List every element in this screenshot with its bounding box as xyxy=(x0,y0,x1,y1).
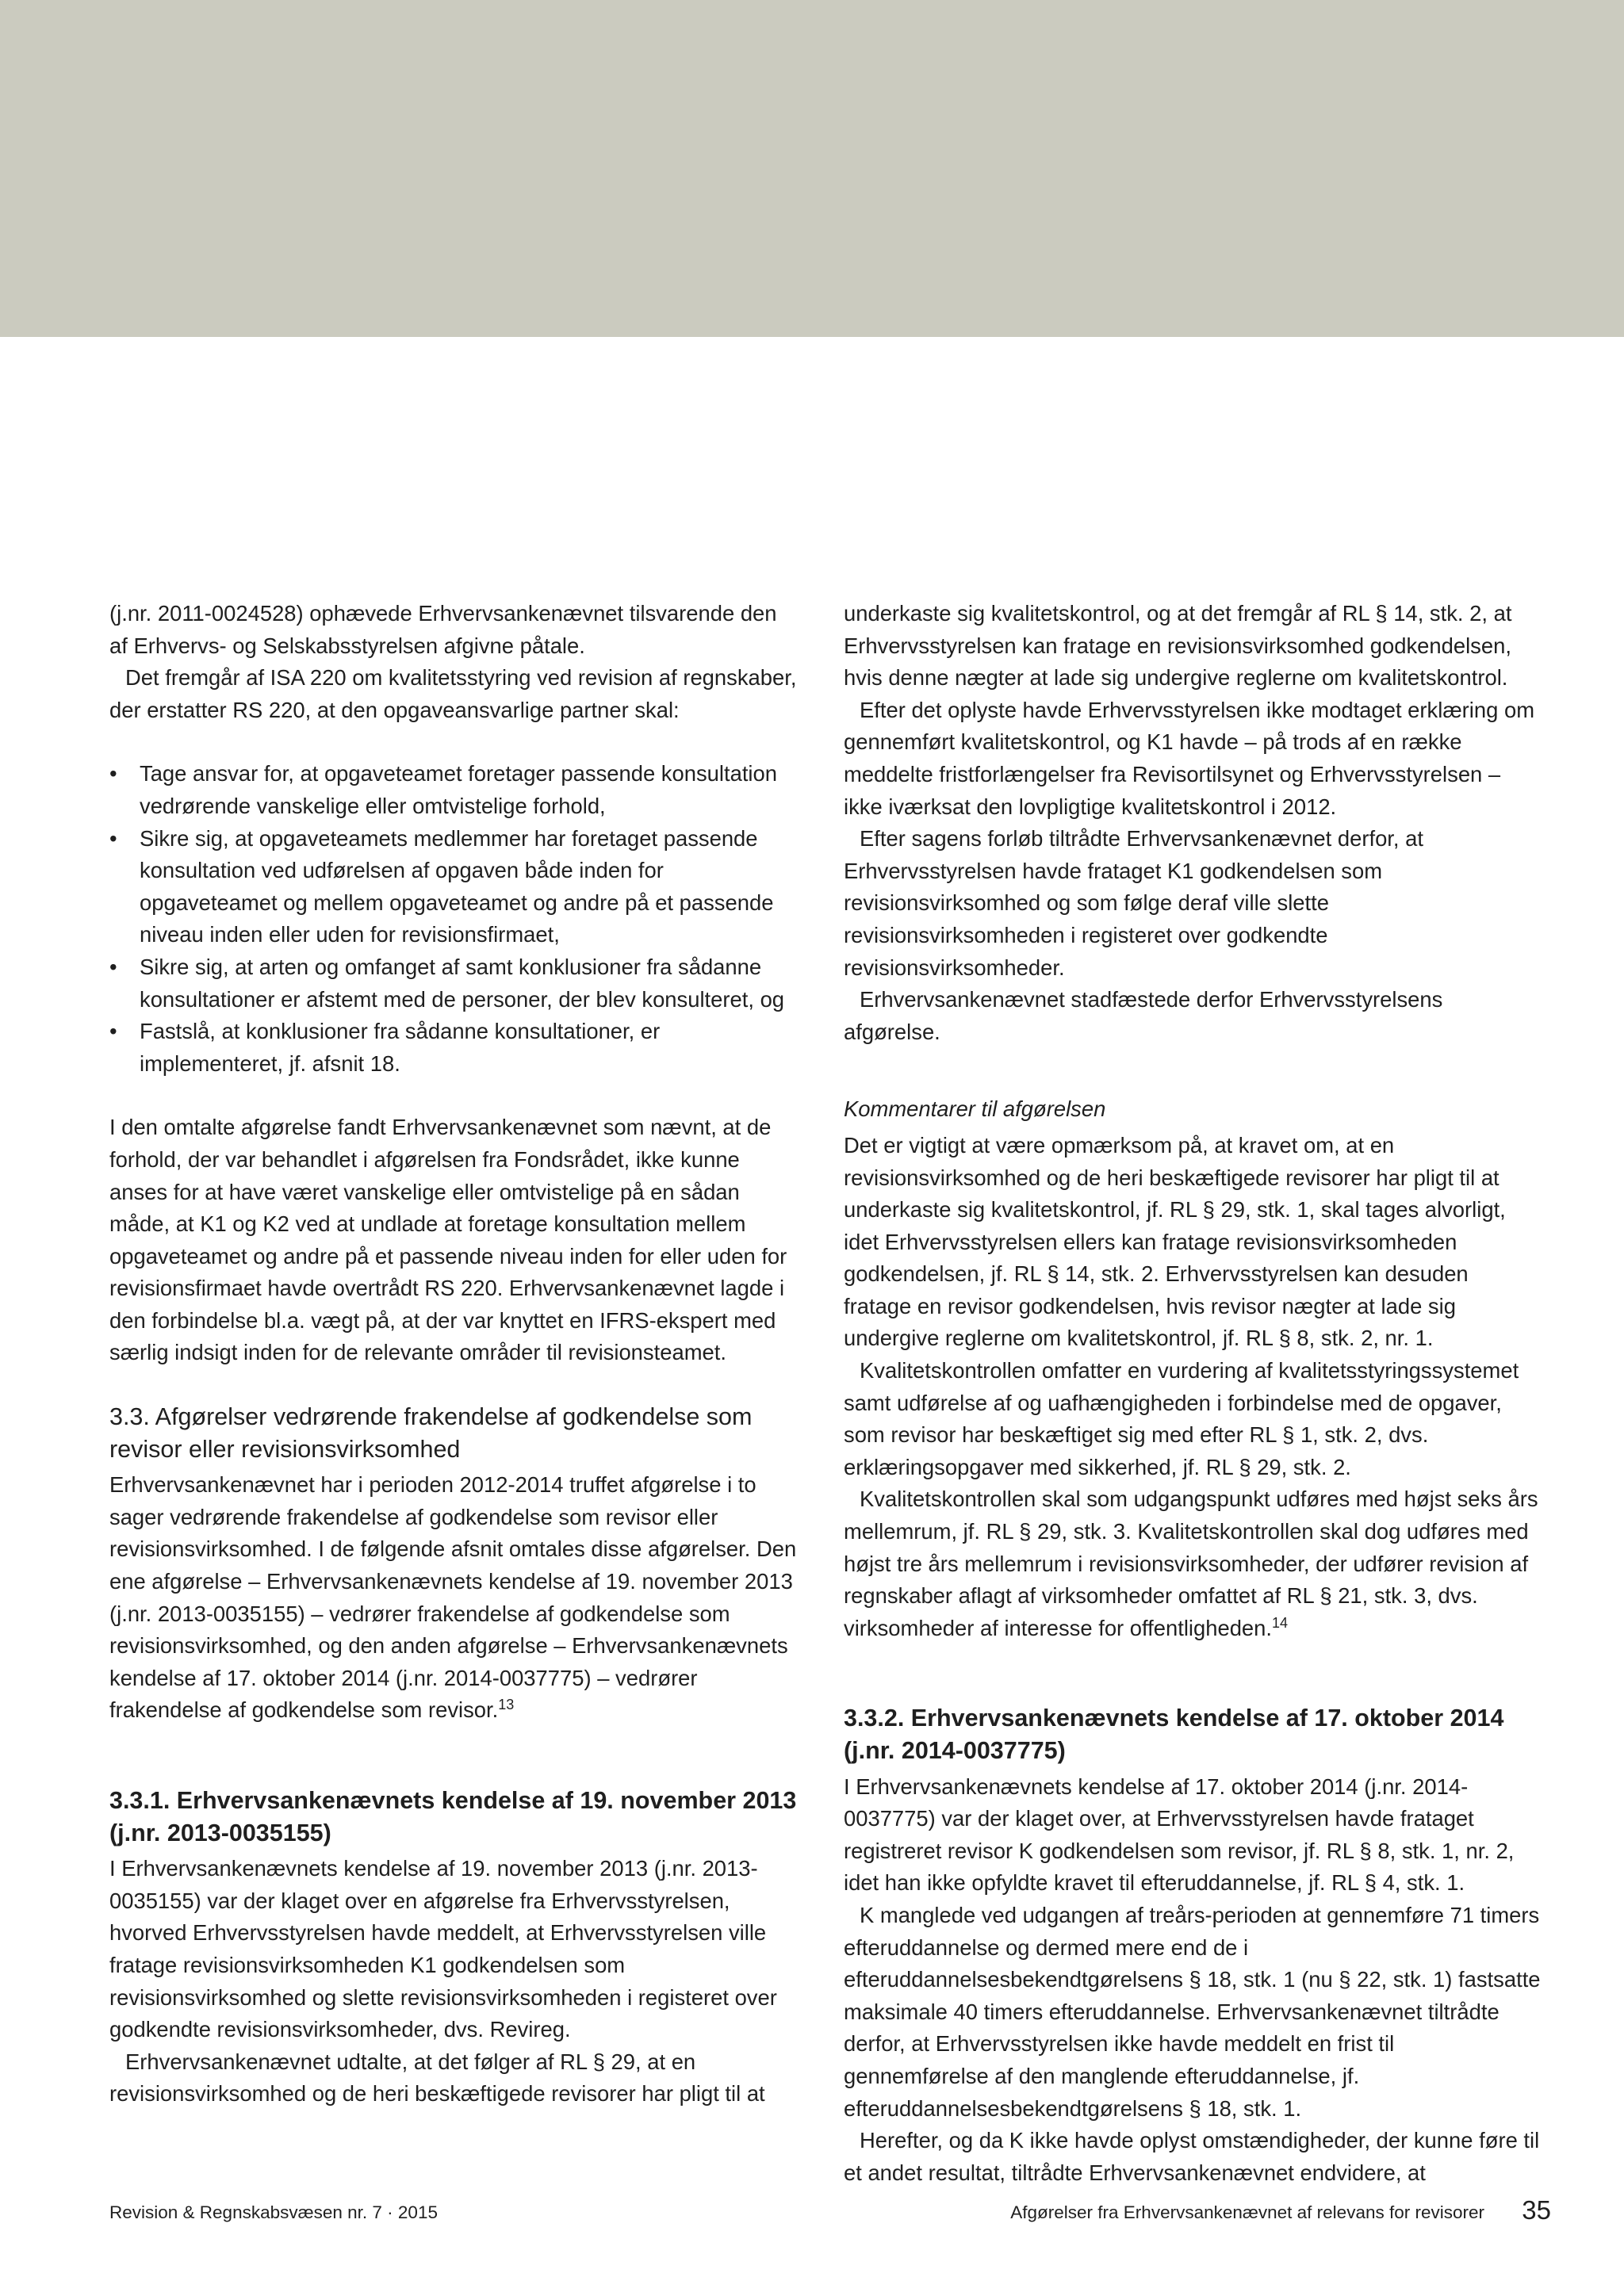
paragraph: Det er vigtigt at være opmærksom på, at kravet om, at en revisionsvirksomhed og de heri beskæftigede revisorer har pligt til at underkaste sig kvalitetskontrol, jf. RL § 29, stk. 1, skal tages alvorligt, idet Erhvervsstyrelsen ellers kan fratage revisionsvirksomheden godkendelsen, jf. RL § 14, stk. 2. Erhvervsstyrelsen kan desuden fratage en revisor godkendelsen, hvis revisor nægter at lade sig undergive reglerne om kvalitetskontrol, jf. RL § 8, stk. 2, nr. 1. xyxy=(844,1132,1506,1351)
paragraph-text: Erhvervsankenævnet har i perioden 2012-2014 truffet afgørelse i to sager vedrørende frakendelse af godkendelse som revisor eller revisionsvirksomhed. I de følgende afsnit omtales disse afgørelser. Den ene afgørelse – Erhvervsankenævnets kendelse af 19. november 2013 (j.nr. 2013-0035155) – vedrører frakendelse af godkendelse som revisionsvirksomhed, og den anden afgørelse – Erhvervsankenævnets kendelse af 17. oktober 2014 (j.nr. 2014-0037775) – vedrører frakendelse af godkendelse som revisor. xyxy=(109,1472,797,1723)
subsection-heading: 3.3.1. Erhvervsankenævnets kendelse af 19. november 2013 (j.nr. 2013-0035155) xyxy=(109,1787,797,1846)
paragraph: Efter sagens forløb tiltrådte Erhvervsankenævnet derfor, at Erhvervsstyrelsen havde frataget K1 godkendelsen som revisionsvirksomhed og som følge deraf ville slette revisionsvirksomheden i registeret over godkendte revisionsvirksomheder. xyxy=(844,826,1423,980)
section-heading: 3.3. Afgørelser vedrørende frakendelse af godkendelse som revisor eller revisionsvirksomhed xyxy=(109,1403,753,1463)
bullet-item: • Sikre sig, at opgaveteamets medlemmer har foretaget passende konsultation ved udførelsen af opgaven både inden for opgaveteamet og mellem opgaveteamet og andre på et passende niveau inden eller uden for revisionsfirmaet, xyxy=(109,823,798,951)
paragraph xyxy=(844,1483,1542,1644)
paragraph: underkaste sig kvalitetskontrol, og at det fremgår af RL § 14, stk. 2, at Erhvervsstyrelsen kan fratage en revisionsvirksomhed godkendelsen, hvis denne nægter at lade sig undergive reglerne om kvalitetskontrol. xyxy=(844,601,1512,691)
bullet-list xyxy=(109,758,798,1080)
right-column xyxy=(844,598,1542,2189)
paragraph: Herefter, og da K ikke havde oplyst omstændigheder, der kunne føre til et andet resultat, tiltrådte Erhvervsankenævnet endvidere, at xyxy=(844,2128,1540,2185)
page-number: 35 xyxy=(1522,2195,1551,2225)
paragraph: Erhvervsankenævnet udtalte, at det følger af RL § 29, at en revisionsvirksomhed og de heri beskæftigede revisorer har pligt til at xyxy=(109,2049,765,2107)
footnote-ref: 14 xyxy=(1272,1614,1289,1631)
paragraph: Efter det oplyste havde Erhvervsstyrelsen ikke modtaget erklæring om gennemført kvalitetskontrol, og K1 havde – på trods af en række meddelte fristforlængelser fra Revisortilsynet og Erhvervsstyrelsen – ikke iværksat den lovpligtige kvalitetskontrol i 2012. xyxy=(844,697,1535,819)
paragraph: K manglede ved udgangen af treårs-perioden at gennemføre 71 timers efteruddannelse og dermed mere end de i efteruddannelsesbekendtgørelsens § 18, stk. 1 (nu § 22, stk. 1) fastsatte maksimale 40 timers efteruddannelse. Erhvervsankenævnet tiltrådte derfor, at Erhvervsstyrelsen ikke havde meddelt en frist til gennemførelse af den manglende efteruddannelse, jf. efteruddannelsesbekendtgørelsens § 18, stk. 1. xyxy=(844,1902,1541,2121)
paragraph: I den omtalte afgørelse fandt Erhvervsankenævnet som nævnt, at de forhold, der var behandlet i afgørelsen fra Fondsrådet, ikke kunne anses for at have været vanskelige eller omtvistelige på en sådan måde, at K1 og K2 ved at undlade at foretage konsultation mellem opgaveteamet og andre på et passende niveau inden for eller uden for revisionsfirmaet havde overtrådt RS 220. Erhvervsankenævnet lagde i den forbindelse bl.a. vægt på, at der var knyttet en IFRS-ekspert med særlig indsigt inden for de relevante områder til revisionsteamet. xyxy=(109,1115,787,1365)
subsection-heading: 3.3.2. Erhvervsankenævnets kendelse af 17. oktober 2014 (j.nr. 2014-0037775) xyxy=(844,1705,1504,1764)
paragraph: I Erhvervsankenævnets kendelse af 19. november 2013 (j.nr. 2013-0035155) var der klaget over en afgørelse fra Erhvervsstyrelsen, hvorved Erhvervsstyrelsen havde meddelt, at Erhvervsstyrelsen ville fratage revisionsvirksomheden K1 godkendelsen som revisionsvirksomhed og slette revisionsvirksomheden i registeret over godkendte revisionsvirksomheder, dvs. Revireg. xyxy=(109,1856,777,2042)
left-column xyxy=(109,598,798,2110)
bullet-item: • Sikre sig, at arten og omfanget af samt konklusioner fra sådanne konsultationer er afstemt med de personer, der blev konsulteret, og xyxy=(109,951,798,1016)
paragraph-text: Kvalitetskontrollen skal som udgangspunkt udføres med højst seks års mellemrum, jf. RL § 29, stk. 3. Kvalitetskontrollen skal dog udføres med højst tre års mellemrum i revisionsvirksomheder, der udfører revision af regnskaber aflagt af virksomheder omfattet af RL § 21, stk. 3, dvs. virksomheder af interesse for offentligheden. xyxy=(844,1487,1538,1640)
paragraph: I Erhvervsankenævnets kendelse af 17. oktober 2014 (j.nr. 2014-0037775) var der klaget over, at Erhvervsstyrelsen havde frataget registreret revisor K godkendelsen som revisor, jf. RL § 8, stk. 1, nr. 2, idet han ikke opfyldte kravet til efteruddannelse, jf. RL § 4, stk. 1. xyxy=(844,1774,1515,1896)
header-banner xyxy=(0,0,1624,337)
paragraph: Kvalitetskontrollen omfatter en vurdering af kvalitetsstyringssystemet samt udførelse af og uafhængigheden i forbindelse med de opgaver, som revisor har beskæftiget sig med efter RL § 1, stk. 2, dvs. erklæringsopgaver med sikkerhed, jf. RL § 29, stk. 2. xyxy=(844,1358,1519,1479)
paragraph xyxy=(109,1469,798,1727)
footer-publication: Revision & Regnskabsvæsen nr. 7 · 2015 xyxy=(109,2202,438,2222)
footnote-ref: 13 xyxy=(498,1697,515,1713)
bullet-item: • Fastslå, at konklusioner fra sådanne konsultationer, er implementeret, jf. afsnit 18. xyxy=(109,1016,798,1080)
paragraph: (j.nr. 2011-0024528) ophævede Erhvervsankenævnet tilsvarende den af Erhvervs- og Selskabsstyrelsen afgivne påtale. xyxy=(109,601,777,658)
comment-heading: Kommentarer til afgørelsen xyxy=(844,1096,1106,1122)
paragraph: Det fremgår af ISA 220 om kvalitetsstyring ved revision af regnskaber, der erstatter RS 220, at den opgaveansvarlige partner skal: xyxy=(109,665,797,722)
footer-section-title: Afgørelser fra Erhvervsankenævnet af relevans for revisorer xyxy=(1010,2202,1484,2222)
paragraph: Erhvervsankenævnet stadfæstede derfor Erhvervsstyrelsens afgørelse. xyxy=(844,987,1443,1044)
bullet-item: • Tage ansvar for, at opgaveteamet foretager passende konsultation vedrørende vanskelige eller omtvistelige forhold, xyxy=(109,758,798,822)
